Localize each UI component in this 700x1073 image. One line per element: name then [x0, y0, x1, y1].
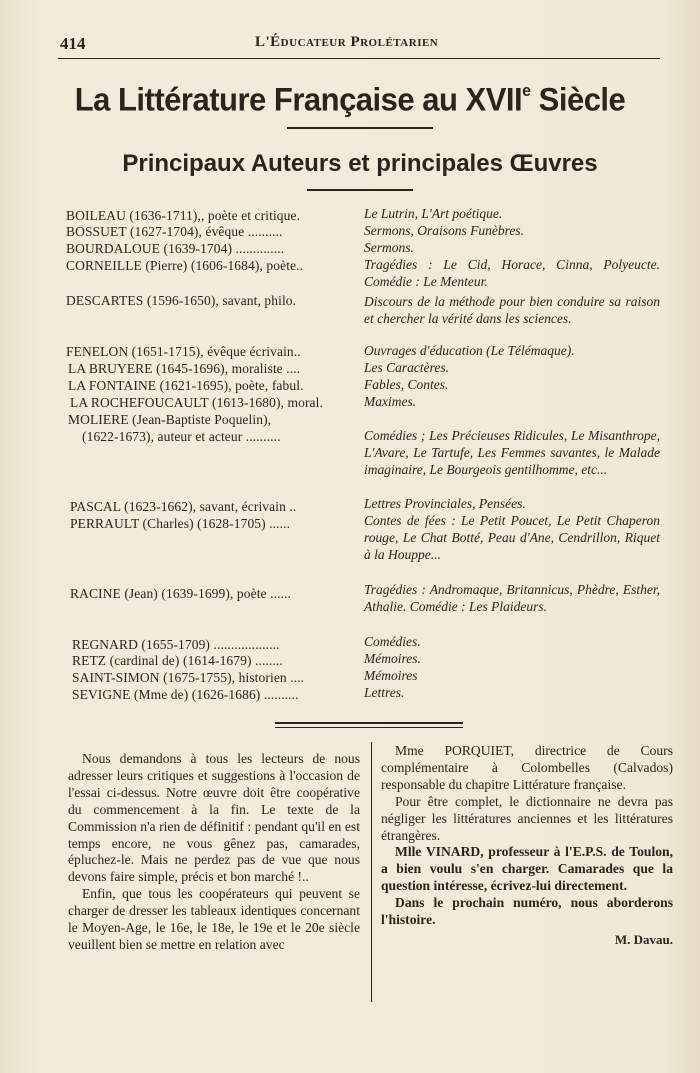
- works-entry: Le Lutrin, L'Art poétique.: [364, 206, 503, 221]
- paragraph: Mme PORQUIET, directrice de Cours complémentaire à Colombelles (Calvados) responsable du chapitre Littérature française.: [381, 743, 673, 792]
- author-entry: FENELON (1651-1715), évêque écrivain..: [66, 344, 301, 359]
- author-entry: BOURDALOUE (1639-1704) ..............: [66, 241, 285, 256]
- works-entry: Discours de la méthode pour bien conduire sa raison et chercher la vérité dans les sciences.: [364, 294, 660, 327]
- author-entry: LA ROCHEFOUCAULT (1613-1680), moral.: [70, 395, 323, 410]
- column-divider: [371, 742, 372, 1002]
- page-subtitle: Principaux Auteurs et principales Œuvres: [122, 150, 598, 177]
- author-entry: SEVIGNE (Mme de) (1626-1686) ..........: [72, 687, 299, 702]
- works-entry: Lettres Provinciales, Pensées.: [364, 496, 526, 511]
- subtitle-rule: [307, 189, 413, 191]
- title-rule: [287, 127, 433, 129]
- works-entry: Les Caractères.: [364, 360, 449, 375]
- author-entry: MOLIERE (Jean-Baptiste Poquelin),: [68, 412, 272, 427]
- section-rule: [275, 722, 463, 724]
- works-entry: Comédies.: [364, 634, 421, 649]
- section-rule-thin: [275, 727, 463, 728]
- paragraph: Enfin, que tous les coopérateurs qui peuvent se charger de dresser les tableaux identiques concernant le Moyen-Age, le 16e, le 18e, le 19e et le 20e siècle veuillent bien se mettre en relation avec: [68, 886, 360, 952]
- works-entry: Sermons.: [364, 240, 414, 255]
- author-entry: REGNARD (1655-1709) ...................: [72, 637, 280, 652]
- author-entry: PERRAULT (Charles) (1628-1705) ......: [70, 516, 291, 531]
- paragraph: Pour être complet, le dictionnaire ne devra pas négliger les littératures anciennes et les littératures étrangères.: [381, 793, 673, 843]
- paragraph: Mlle VINARD, professeur à l'E.P.S. de Toulon, a bien voulu s'en charger. Camarades que la question intéresse, écrivez-lui directement.: [381, 844, 673, 894]
- works-entry: Contes de fées : Le Petit Poucet, Le Petit Chaperon rouge, Le Chat Botté, Peau d'Ane, Cendrillon, Riquet à la Houppe...: [364, 513, 660, 563]
- author-entry: CORNEILLE (Pierre) (1606-1684), poète..: [66, 258, 304, 273]
- works-entry: Fables, Contes.: [364, 377, 449, 392]
- page-number: 414: [60, 34, 86, 53]
- header-rule: [58, 58, 660, 59]
- works-entry: Lettres.: [364, 685, 405, 700]
- author-entry: RETZ (cardinal de) (1614-1679) ........: [72, 653, 283, 668]
- paragraph: Nous demandons à tous les lecteurs de nous adresser leurs critiques et suggestions à l'occasion de l'essai ci-dessus. Notre œuvre doit être coopérative du commencement à la fin. Le texte de la Commission n'a rien de définitif : pendant qu'il en est temps encore, ne vous gênez pas, camarades, épluchez-le. Mais ne perdez pas de vue que nous devons faire simple, précis et bon marché !..: [68, 751, 360, 885]
- author-entry: RACINE (Jean) (1639-1699), poète ......: [70, 586, 291, 601]
- author-entry-cont: (1622-1673), auteur et acteur ..........: [82, 429, 281, 444]
- journal-title: L'Éducateur Prolétarien: [255, 34, 439, 50]
- works-entry: Sermons, Oraisons Funèbres.: [364, 223, 524, 238]
- works-entry: Mémoires.: [364, 651, 421, 666]
- author-entry: DESCARTES (1596-1650), savant, philo.: [66, 293, 297, 308]
- author-entry: LA FONTAINE (1621-1695), poète, fabul.: [68, 378, 304, 393]
- author-entry: LA BRUYERE (1645-1696), moraliste ....: [68, 361, 301, 376]
- works-entry: Maximes.: [364, 394, 417, 409]
- works-entry: Ouvrages d'éducation (Le Télémaque).: [364, 343, 575, 358]
- author-entry: BOILEAU (1636-1711),, poète et critique.: [66, 208, 301, 223]
- right-column: [381, 743, 673, 949]
- signature: M. Davau.: [614, 931, 673, 947]
- works-entry: Comédies ; Les Précieuses Ridicules, Le Misanthrope, L'Avare, Le Tartufe, Les Femmes savantes, le Malade imaginaire, Le Bourgeois gentilhomme, etc...: [364, 428, 660, 478]
- paragraph: Dans le prochain numéro, nous aborderons l'histoire.: [381, 895, 673, 928]
- author-entry: BOSSUET (1627-1704), évêque ..........: [66, 224, 283, 239]
- left-column: [68, 751, 360, 954]
- works-entry: Mémoires: [364, 668, 418, 683]
- page-title: La Littérature Française au XVIIe Siècle: [74, 81, 626, 118]
- author-entry: PASCAL (1623-1662), savant, écrivain ..: [70, 499, 297, 514]
- works-entry: Tragédies : Andromaque, Britannicus, Phèdre, Esther, Athalie. Comédie : Les Plaideurs.: [364, 582, 660, 615]
- author-entry: SAINT-SIMON (1675-1755), historien ....: [72, 670, 305, 685]
- works-entry: Tragédies : Le Cid, Horace, Cinna, Polyeucte. Comédie : Le Menteur.: [364, 257, 660, 290]
